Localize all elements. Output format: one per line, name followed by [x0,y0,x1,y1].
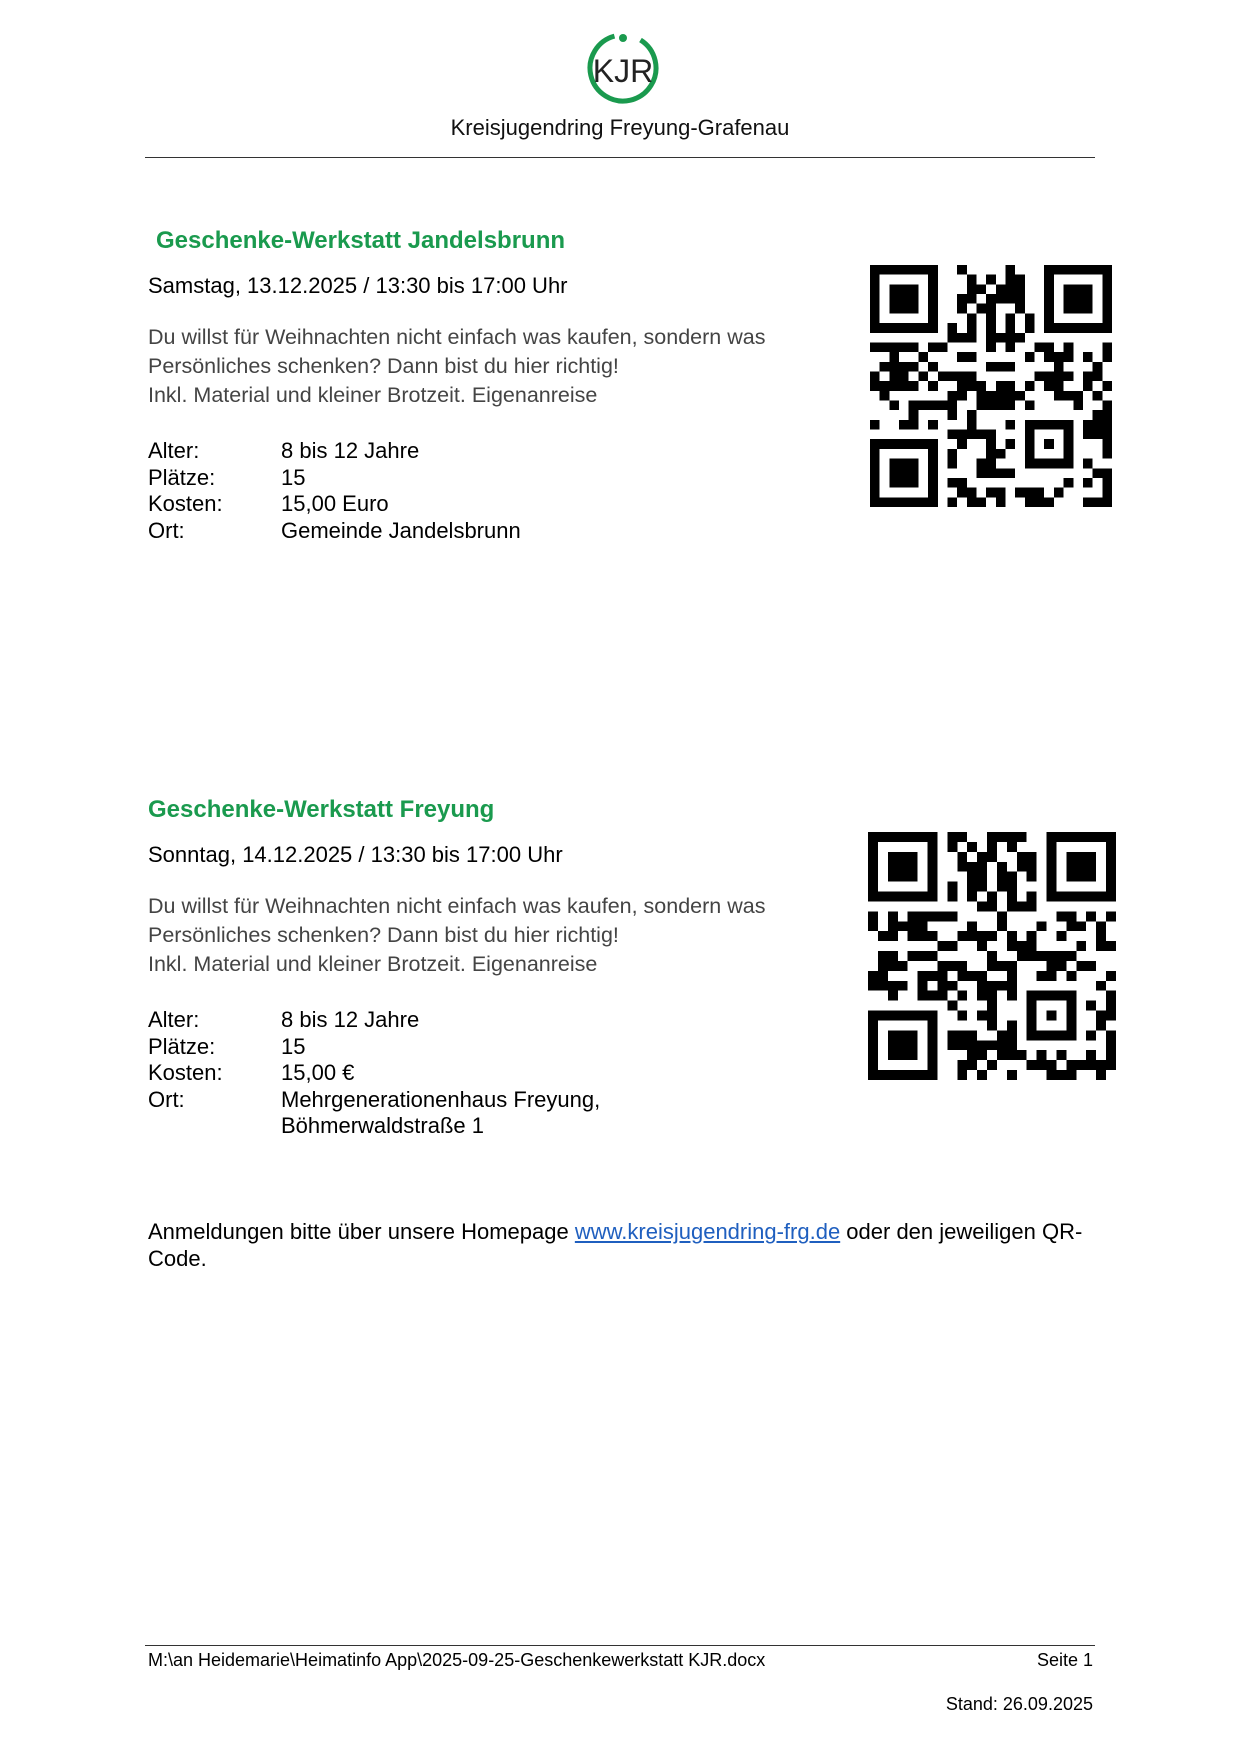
qr-code-icon[interactable] [870,265,1112,507]
homepage-link[interactable]: www.kreisjugendring-frg.de [574,1219,841,1244]
footer-page-number: Seite 1 [1036,1650,1093,1670]
detail-row-location-street [148,1113,848,1140]
detail-value: 15 [281,1033,306,1059]
detail-value: Mehrgenerationenhaus Freyung, [281,1086,601,1112]
event-date: Sonntag, 14.12.2025 / 13:30 bis 17:00 Uhr [148,842,563,867]
footer-file-path: M:\an Heidemarie\Heimatinfo App\2025-09-25-Geschenkewerkstatt KJR.docx [148,1650,766,1670]
description-line: Persönliches schenken? Dann bist du hier richtig! [148,923,619,947]
registration-note [148,1218,1088,1272]
footer-date-stand: Stand: 26.09.2025 [945,1694,1093,1714]
organization-name: Kreisjugendring Freyung-Grafenau [450,115,790,140]
header-divider [145,157,1095,158]
detail-value: Böhmerwaldstraße 1 [281,1113,484,1138]
event-title: Geschenke-Werkstatt Jandelsbrunn [156,227,566,254]
detail-label: Alter: [148,438,200,463]
detail-value: 15,00 Euro [281,491,389,516]
footer-divider [145,1645,1095,1646]
detail-label: Plätze: [148,464,216,490]
detail-label: Ort: [148,1086,185,1112]
detail-label: Plätze: [148,1033,216,1059]
detail-label: Alter: [148,1007,200,1032]
detail-row-age [148,438,848,465]
registration-text: Anmeldungen bitte über unsere Homepage [148,1219,575,1244]
detail-row-location [148,1087,848,1114]
qr-code-icon[interactable] [868,832,1116,1080]
description-line: Du willst für Weihnachten nicht einfach was kaufen, sondern was [148,894,766,918]
event-date: Samstag, 13.12.2025 / 13:30 bis 17:00 Uhr [148,273,568,298]
detail-row-age [148,1007,848,1034]
event-description [148,892,848,979]
detail-row-cost [148,1060,848,1087]
description-line: Inkl. Material und kleiner Brotzeit. Eigenanreise [148,383,598,407]
event-freyung [148,795,848,1140]
detail-row-location [148,518,848,545]
detail-label: Kosten: [148,1060,223,1085]
registration-text: oder den jeweiligen QR-Code. [148,1219,1083,1271]
detail-value: 8 bis 12 Jahre [281,438,420,463]
event-details [148,1007,848,1140]
detail-label [148,1113,281,1140]
detail-value: 8 bis 12 Jahre [281,1007,420,1032]
event-description [148,323,848,410]
event-title: Geschenke-Werkstatt Freyung [148,796,495,823]
detail-row-places [148,1034,848,1061]
detail-label: Ort: [148,517,185,543]
description-line: Inkl. Material und kleiner Brotzeit. Eigenanreise [148,952,598,976]
kjr-logo-icon [585,30,661,106]
detail-value: 15 [281,464,306,490]
detail-value: 15,00 € [281,1060,355,1085]
description-line: Du willst für Weihnachten nicht einfach was kaufen, sondern was [148,325,766,349]
logo-text: KJR [592,53,654,89]
event-jandelsbrunn [148,226,848,544]
description-line: Persönliches schenken? Dann bist du hier richtig! [148,354,619,378]
event-details [148,438,848,544]
detail-label: Kosten: [148,491,223,516]
detail-row-places [148,465,848,492]
detail-value: Gemeinde Jandelsbrunn [281,517,521,543]
detail-row-cost [148,491,848,518]
